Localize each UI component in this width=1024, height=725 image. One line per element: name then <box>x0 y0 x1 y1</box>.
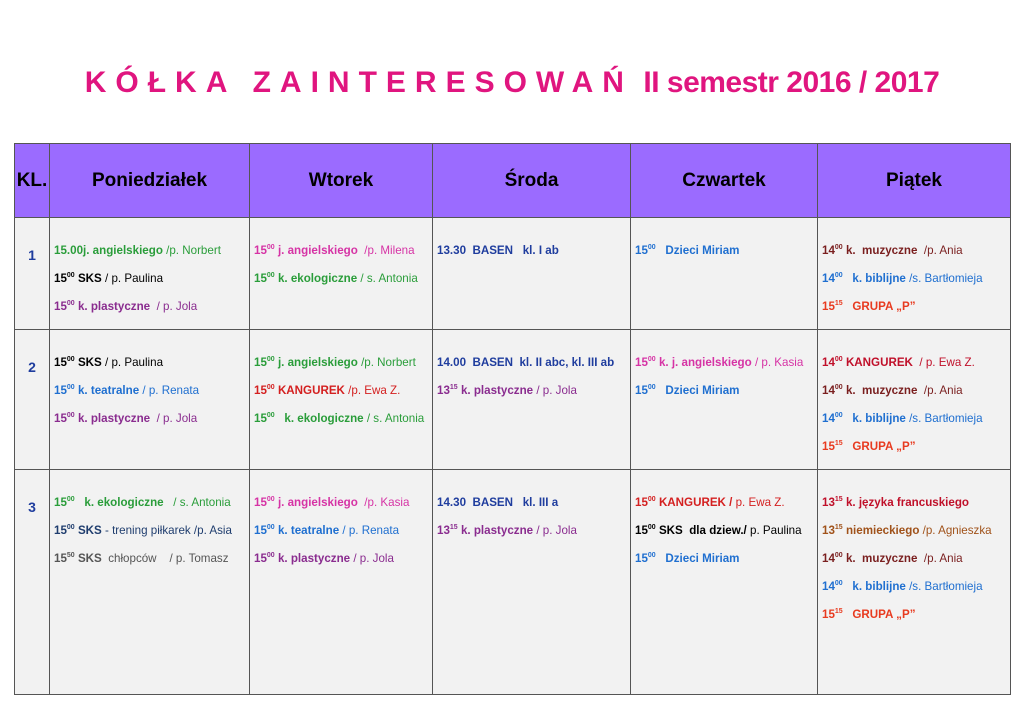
activity-time: $15^{00}$ <box>254 524 275 537</box>
activity-time-minutes: 50 <box>66 552 75 559</box>
activity-time-minutes: 00 <box>266 552 275 559</box>
activity-time-minutes: 00 <box>66 412 75 419</box>
activity-teacher: / p. Jola <box>350 552 394 565</box>
activity-teacher: /s. Bartłomieja <box>905 272 983 285</box>
cell-wednesday <box>433 470 631 695</box>
activity-entry <box>254 384 432 412</box>
activity-time: $15^{00}$ <box>254 272 275 285</box>
header-monday: Poniedziałek <box>50 144 250 218</box>
activity-time-minutes: 00 <box>66 384 75 391</box>
activity-time-minutes: 00 <box>266 496 275 503</box>
activity-time-minutes: 00 <box>66 356 75 363</box>
activity-time: $15^{00}$ <box>635 552 656 565</box>
activity-entry <box>822 496 1010 524</box>
activity-time: $15^{00}$ <box>254 496 275 509</box>
activity-time-minutes: 15 <box>834 440 843 447</box>
activity-entry <box>54 244 249 272</box>
activity-time: $14^{00}$ <box>822 244 843 257</box>
header-wednesday: Środa <box>433 144 631 218</box>
activity-teacher: /p. Kasia <box>357 496 410 509</box>
activity-name: k. biblijne <box>845 272 906 285</box>
activity-entry <box>54 356 249 384</box>
activity-time: $13^{15}$ <box>437 524 458 537</box>
activity-entry <box>635 552 817 580</box>
activity-time: $15^{00}$ <box>635 524 656 537</box>
activity-entry <box>254 244 432 272</box>
activity-time-minutes: 00 <box>647 496 656 503</box>
activity-time-minutes: 00 <box>266 272 275 279</box>
activity-entry <box>635 384 817 412</box>
activity-teacher: /s. Bartłomieja <box>905 580 983 593</box>
activity-teacher: - trening piłkarek /p. Asia <box>101 524 232 537</box>
cell-monday <box>50 218 250 330</box>
activity-name: j. angielskiego <box>277 356 358 369</box>
activity-time-minutes: 00 <box>266 412 275 419</box>
activity-time: $14^{00}$ <box>822 356 843 369</box>
activity-entry <box>822 552 1010 580</box>
activity-name: SKS <box>77 356 102 369</box>
activity-name: k. plastyczne <box>277 552 351 565</box>
activity-teacher: / p. Paulina <box>101 356 164 369</box>
cell-wednesday <box>433 330 631 470</box>
activity-entry <box>54 552 249 580</box>
activity-entry <box>254 552 432 580</box>
cell-friday <box>818 470 1011 695</box>
cell-thursday <box>631 470 818 695</box>
activity-name: SKS <box>77 552 102 565</box>
activity-time-minutes: 15 <box>834 300 843 307</box>
activity-teacher: / p. Jola <box>150 300 198 313</box>
activity-name: k. plastyczne <box>460 524 534 537</box>
cell-thursday <box>631 218 818 330</box>
activity-name: GRUPA „P” <box>845 300 916 313</box>
activity-name: k. biblijne <box>845 412 906 425</box>
activity-name: k. języka francuskiego <box>845 496 970 509</box>
activity-entry <box>54 384 249 412</box>
activity-time-minutes: 00 <box>266 524 275 531</box>
activity-time-minutes: 00 <box>834 356 843 363</box>
activity-entry <box>437 356 630 384</box>
activity-entry <box>822 524 1010 552</box>
activity-entry <box>254 524 432 552</box>
activity-time-minutes: 00 <box>834 552 843 559</box>
cell-friday <box>818 218 1011 330</box>
activity-teacher: /p. Ewa Z. <box>344 384 401 397</box>
activity-teacher: p. Paulina <box>746 524 802 537</box>
activity-time: $15^{00}$ <box>254 552 275 565</box>
activity-teacher: /p. Ania <box>917 384 963 397</box>
activity-time-minutes: 00 <box>66 272 75 279</box>
activity-entry <box>54 300 249 328</box>
activity-time-minutes: 00 <box>647 552 656 559</box>
activity-time-minutes: 00 <box>834 272 843 279</box>
class-row-1 <box>15 218 1011 330</box>
activity-time: $15^{00}$ <box>54 384 75 397</box>
activity-entry <box>54 272 249 300</box>
activity-name: k. muzyczne <box>845 384 918 397</box>
activity-teacher: / p. Renata <box>139 384 200 397</box>
activity-time: $13^{15}$ <box>822 496 843 509</box>
activity-time: $15^{15}$ <box>822 608 843 621</box>
activity-name: k. plastyczne <box>460 384 534 397</box>
activity-name: SKS <box>77 524 102 537</box>
activity-name: KANGUREK <box>277 384 345 397</box>
cell-monday <box>50 330 250 470</box>
activity-name: KANGUREK / <box>658 496 733 509</box>
activity-time: 15.00 <box>54 244 84 257</box>
activity-name: k. teatralne <box>77 384 140 397</box>
activity-name: k. muzyczne <box>845 244 918 257</box>
header-tuesday: Wtorek <box>250 144 433 218</box>
activity-teacher: /s. Bartłomieja <box>905 412 983 425</box>
activity-name: k. plastyczne <box>77 300 151 313</box>
activity-name: k. j. angielskiego <box>658 356 752 369</box>
cell-tuesday <box>250 470 433 695</box>
activity-entry <box>437 244 630 272</box>
activity-teacher: / p. Ewa Z. <box>912 356 975 369</box>
class-row-3 <box>15 470 1011 695</box>
class-row-2 <box>15 330 1011 470</box>
activity-time: $15^{00}$ <box>54 272 75 285</box>
activity-time-minutes: 15 <box>449 524 458 531</box>
activity-name: Dzieci Miriam <box>658 552 740 565</box>
activity-time: $14^{00}$ <box>822 384 843 397</box>
activity-time: $15^{00}$ <box>635 244 656 257</box>
class-number: 3 <box>15 470 50 695</box>
cell-tuesday <box>250 330 433 470</box>
activity-entry <box>254 272 432 300</box>
activity-name: k. ekologiczne <box>277 412 364 425</box>
class-number: 1 <box>15 218 50 330</box>
activity-time-minutes: 00 <box>647 384 656 391</box>
activity-name: k. plastyczne <box>77 412 151 425</box>
activity-time: $15^{00}$ <box>635 384 656 397</box>
activity-entry <box>635 356 817 384</box>
activity-name: k. ekologiczne <box>77 496 164 509</box>
activity-entry <box>822 384 1010 412</box>
schedule-table <box>14 143 1011 695</box>
activity-entry <box>822 608 1010 636</box>
activity-time-minutes: 00 <box>66 524 75 531</box>
activity-time-minutes: 15 <box>834 524 843 531</box>
activity-time-minutes: 00 <box>834 412 843 419</box>
page-title <box>0 66 1024 100</box>
activity-teacher: / s. Antonia <box>163 496 231 509</box>
activity-entry <box>54 524 249 552</box>
activity-time-minutes: 00 <box>647 524 656 531</box>
title-main: KÓŁKA ZAINTERESOWAŃ <box>84 66 633 99</box>
activity-teacher: /p. Agnieszka <box>919 524 992 537</box>
activity-entry <box>254 496 432 524</box>
activity-teacher: / p. Jola <box>150 412 198 425</box>
activity-time: 14.30 <box>437 496 467 509</box>
activity-entry <box>635 496 817 524</box>
activity-time: $14^{00}$ <box>822 580 843 593</box>
activity-time: $15^{00}$ <box>54 412 75 425</box>
activity-name: Dzieci Miriam <box>658 244 740 257</box>
activity-time-minutes: 15 <box>834 608 843 615</box>
activity-time-minutes: 15 <box>449 384 458 391</box>
activity-teacher: /p. Milena <box>357 244 415 257</box>
activity-entry <box>822 580 1010 608</box>
title-semester: II semestr 2016 / 2017 <box>643 66 940 99</box>
activity-time: $15^{00}$ <box>54 300 75 313</box>
activity-entry <box>822 300 1010 328</box>
activity-time: $15^{00}$ <box>54 524 75 537</box>
activity-time: $14^{00}$ <box>822 552 843 565</box>
activity-time: $15^{00}$ <box>54 496 75 509</box>
activity-teacher: p. Ewa Z. <box>732 496 785 509</box>
activity-time-minutes: 00 <box>66 496 75 503</box>
activity-name: GRUPA „P” <box>845 608 916 621</box>
activity-name: BASEN kl. III a <box>466 496 559 509</box>
activity-entry <box>822 356 1010 384</box>
activity-teacher: / p. Paulina <box>101 272 164 285</box>
activity-entry <box>437 384 630 412</box>
activity-time-minutes: 00 <box>266 384 275 391</box>
header-thursday: Czwartek <box>631 144 818 218</box>
activity-teacher: / s. Antonia <box>357 272 418 285</box>
activity-time: $14^{00}$ <box>822 272 843 285</box>
cell-thursday <box>631 330 818 470</box>
activity-teacher: /p. Norbert <box>357 356 416 369</box>
cell-tuesday <box>250 218 433 330</box>
activity-time-minutes: 00 <box>647 356 656 363</box>
activity-entry <box>635 524 817 552</box>
schedule-body <box>15 218 1011 695</box>
activity-time: $15^{15}$ <box>822 440 843 453</box>
cell-friday <box>818 330 1011 470</box>
activity-time-minutes: 00 <box>66 300 75 307</box>
activity-entry <box>635 244 817 272</box>
activity-time: $14^{00}$ <box>822 412 843 425</box>
activity-time: $15^{00}$ <box>635 356 656 369</box>
header-row <box>15 144 1011 218</box>
activity-time: $15^{50}$ <box>54 552 75 565</box>
activity-time: 13.30 <box>437 244 467 257</box>
class-number: 2 <box>15 330 50 470</box>
cell-wednesday <box>433 218 631 330</box>
activity-time-minutes: 00 <box>834 580 843 587</box>
header-kl: KL. <box>15 144 50 218</box>
activity-time: $15^{15}$ <box>822 300 843 313</box>
activity-entry <box>822 272 1010 300</box>
activity-time-minutes: 00 <box>647 244 656 251</box>
activity-time: 14.00 <box>437 356 467 369</box>
activity-teacher: /p. Norbert <box>162 244 221 257</box>
activity-entry <box>437 496 630 524</box>
activity-teacher: /p. Ania <box>917 552 963 565</box>
activity-name: GRUPA „P” <box>845 440 916 453</box>
activity-entry <box>822 440 1010 468</box>
activity-teacher: / p. Jola <box>533 384 577 397</box>
activity-name: k. ekologiczne <box>277 272 358 285</box>
activity-entry <box>822 244 1010 272</box>
activity-time-minutes: 00 <box>266 244 275 251</box>
activity-time: $13^{15}$ <box>822 524 843 537</box>
activity-teacher: / p. Renata <box>339 524 400 537</box>
activity-time-minutes: 15 <box>834 496 843 503</box>
activity-teacher: / p. Kasia <box>751 356 804 369</box>
activity-name: j. angielskiego <box>277 496 358 509</box>
activity-name: Dzieci Miriam <box>658 384 740 397</box>
activity-entry <box>254 356 432 384</box>
activity-time-minutes: 00 <box>834 384 843 391</box>
activity-teacher: / s. Antonia <box>363 412 425 425</box>
activity-time: $15^{00}$ <box>254 412 275 425</box>
activity-name: BASEN kl. II abc, kl. III ab <box>466 356 615 369</box>
activity-teacher: chłopców / p. Tomasz <box>101 552 229 565</box>
activity-name: SKS <box>77 272 102 285</box>
activity-name: niemieckiego <box>845 524 920 537</box>
activity-entry <box>54 412 249 440</box>
activity-entry <box>254 412 432 440</box>
activity-time: $15^{00}$ <box>54 356 75 369</box>
activity-name: KANGUREK <box>845 356 913 369</box>
activity-entry <box>822 412 1010 440</box>
activity-time-minutes: 00 <box>834 244 843 251</box>
activity-name: j. angielskiego <box>277 244 358 257</box>
activity-time-minutes: 00 <box>266 356 275 363</box>
activity-name: k. muzyczne <box>845 552 918 565</box>
activity-name: j. angielskiego <box>83 244 163 257</box>
header-friday: Piątek <box>818 144 1011 218</box>
activity-name: BASEN kl. I ab <box>466 244 559 257</box>
activity-time: $15^{00}$ <box>254 244 275 257</box>
activity-name: SKS dla dziew./ <box>658 524 747 537</box>
activity-teacher: / p. Jola <box>533 524 577 537</box>
cell-monday <box>50 470 250 695</box>
activity-time: $15^{00}$ <box>254 356 275 369</box>
activity-teacher: /p. Ania <box>917 244 963 257</box>
activity-time: $15^{00}$ <box>635 496 656 509</box>
activity-entry <box>54 496 249 524</box>
activity-name: k. teatralne <box>277 524 340 537</box>
activity-entry <box>437 524 630 552</box>
activity-time: $13^{15}$ <box>437 384 458 397</box>
activity-name: k. biblijne <box>845 580 906 593</box>
activity-time: $15^{00}$ <box>254 384 275 397</box>
